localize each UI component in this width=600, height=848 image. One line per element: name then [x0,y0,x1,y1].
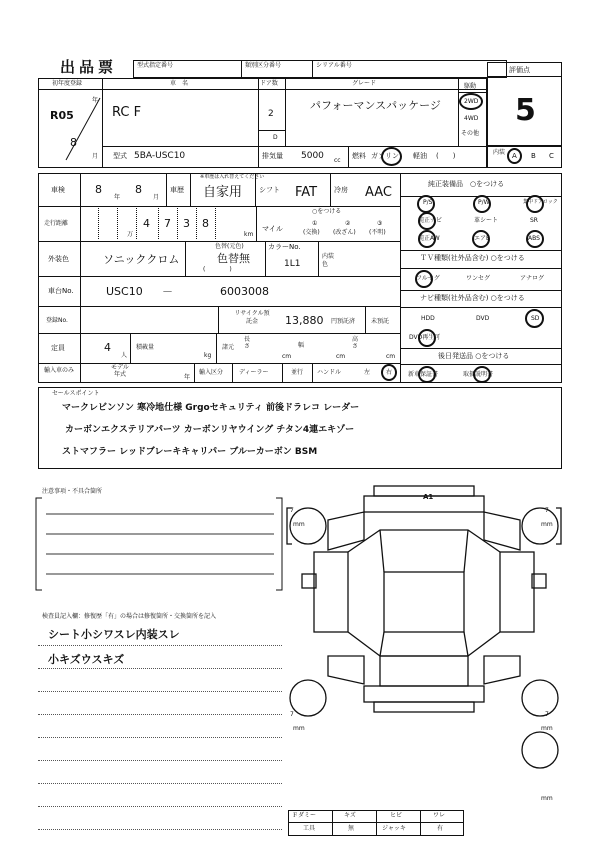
import-dealer: ディーラー [239,369,269,376]
meter-tamper: (改ざん) [333,229,356,236]
color-change-value: 色替無 [217,252,250,265]
inspector-note-2: 小キズウスキズ [48,653,125,666]
year-unit: 年 [92,97,99,104]
first-registration-label: 初年度登録 [52,80,83,87]
height-unit: cm [386,353,396,360]
legend-value-0: 工具 [303,825,316,832]
mileage-digit-4: 7 [164,217,171,230]
registration-era: R05 [50,109,74,122]
load-unit: kg [204,352,212,359]
interior-b: B [531,152,536,160]
fuel-other: ( ) [436,152,456,160]
grade-value: 5 [515,93,536,128]
tire-spare-unit: mm [541,795,553,802]
tire-rr-value: 7 [545,711,549,718]
legend-value-2: ジャッキ [382,825,406,832]
sales-point-line-2: カーボンエクステリアパーツ カーボンリヤウイング チタン4連エキゾー [65,425,355,435]
interior-color-label: 内装色 [322,253,335,268]
legend-header-2: ヒビ [390,812,403,819]
tv-title: ＴＶ種類(社外品含む) ○をつける [420,254,525,262]
handle-right: 右 [386,369,393,376]
capacity-unit: 人 [121,352,128,359]
equip-airbag: エアB [474,235,491,242]
mileage-km-unit: km [244,231,254,238]
recycle-value: 13,880 [285,314,324,327]
shaken-year: 8 [95,183,102,196]
height-label: 高さ [352,336,359,350]
equip-airbag-circle [472,230,490,248]
doors-label: ドア数 [260,80,278,87]
exterior-color-value: ソニッククロム [103,253,180,266]
tire-fr-unit: mm [541,521,553,528]
equip-pw: P/W [478,199,490,206]
mileage-digit-6: 8 [202,217,209,230]
legend-value-1: 無 [348,825,355,832]
shaken-month: 8 [135,183,142,196]
import-parallel: 並行 [291,369,304,376]
tv-fullseg: フルセグ [416,275,440,282]
equip-abs: ABS [528,235,540,242]
equip-abs-circle [526,230,544,248]
shift-label: シフト [259,186,280,194]
fuel-label: 燃料 [352,152,366,160]
chassis-number: 6003008 [220,285,269,298]
car-name-value: RC F [112,105,142,120]
chassis-prefix: USC10 [106,285,143,298]
color-number-label: カラーNo. [268,243,301,251]
equip-pw-circle [473,195,491,213]
document-title: 出品票 [60,58,118,76]
usage-note: ※車歴は入れ替えてください [200,174,265,180]
serial-number-label: シリアル番号 [316,62,352,69]
equip-aw-circle [418,230,436,248]
meter-unknown-no: ③ [377,220,383,227]
month-unit: 月 [92,153,99,160]
tire-fr-value: 7 [545,507,549,514]
grade-name-value: パフォーマンスパッケージ [310,99,441,112]
sales-point-line-3: ストマフラー レッドブレーキキャリパー ブルーカーボン BSM [62,447,318,457]
shift-value: FAT [295,185,318,200]
grade-name-label: グレード [352,80,377,87]
equip-ps: P/S [423,199,433,206]
sales-point-line-1: マークレビンソン 寒冷地仕様 Grgoセキュリティ 前後ドラレコ レーダー [62,403,360,413]
length-label: 長さ [244,336,251,350]
import-only-label: 輸入車のみ [44,367,75,374]
meter-unknown: (不明) [369,229,386,236]
dimensions-label: 諸元 [222,344,235,351]
shaken-year-unit: 年 [114,194,121,201]
tv-analog: アナログ [520,275,545,282]
later-shipping-title: 後日発送品 ○をつける [438,352,510,360]
caution-label: 注意事項・不具合箇所 [42,488,103,495]
later-warranty: 新車保証書 [408,371,439,378]
mileage-label: 走行距離 [44,220,69,227]
mileage-digit-5: 3 [183,217,190,230]
grade-label: 評価点 [509,66,530,74]
color-number-value: 1L1 [284,259,301,269]
interior-label: 内装 [493,149,506,156]
displacement-label: 排気量 [262,152,283,160]
interior-c: C [549,152,554,160]
ac-label: 冷房 [334,186,348,194]
car-damage-diagram [284,480,564,810]
genuine-equipment-title: 純正装備品 ○をつける [428,180,505,188]
meter-circle-instruction: ○をつける [312,208,342,215]
later-manual-circle [473,366,491,383]
legend-header-0: Ｆダミー [292,812,317,819]
equip-navi-circle [418,212,436,230]
meter-swap: (交換) [303,229,320,236]
shaken-month-unit: 月 [153,194,160,201]
capacity-value: 4 [104,341,111,354]
equip-ps-circle [417,195,435,213]
interior-a: A [512,152,517,160]
capacity-label: 定員 [51,344,65,352]
door-d-label: D [273,134,278,141]
navi-dvd: DVD [476,315,490,322]
tire-fl-value: 7 [290,507,294,514]
shaken-label: 車検 [51,186,65,194]
color-original: ( ) [203,266,232,273]
legend-header-1: キズ [344,812,356,819]
meter-swap-no: ① [312,220,318,227]
legend-header-3: ワレ [433,812,446,819]
equip-aw: 純正AW [418,235,440,242]
navi-sd-circle [525,309,544,328]
recycle-label: リサイクル預託金 [234,310,270,325]
chassis-label: 車台No. [48,287,74,295]
navi-sd: SD [531,315,540,322]
car-name-label: 車 名 [170,80,189,87]
fuel-diesel: 軽油 [413,152,427,160]
inspector-note-1: シート小シワスレ内装スレ [48,628,180,641]
tv-fullseg-circle [415,270,433,288]
mile-label: マイル [262,225,283,233]
model-year-label: モデル年式 [111,364,129,378]
handle-right-circle [381,364,397,381]
color-change-label: 色替(元色) [215,243,244,250]
meter-tamper-no: ② [345,220,351,227]
later-warranty-circle [418,366,436,383]
equip-sunroof: SR [530,217,538,224]
drive-4wd: 4WD [464,115,479,122]
dvd-playback: DVD再生可 [409,334,441,341]
equip-central-lock-circle [526,195,544,213]
model-year-unit: 年 [184,374,191,381]
recycle-unit: 円預託済 [331,318,356,325]
fuel-gasoline: ガソリン [371,152,399,160]
usage-value: 自家用 [203,185,243,200]
tv-oneseg: ワンセグ [466,275,491,282]
width-label: 幅 [298,342,305,349]
sales-point-label: セールスポイント [52,390,100,397]
navi-title: ナビ種類(社外品含む) ○をつける [420,294,525,302]
mileage-man-unit: 万 [127,231,134,238]
category-number-label: 類別区分番号 [245,62,282,69]
drive-label: 駆動 [464,83,477,90]
mileage-digit-3: 4 [143,217,150,230]
equip-navi: 純正ナビ [418,217,443,224]
caution-area [34,496,284,592]
mileage-digits [80,206,256,241]
equip-central-lock: 集中ドアロック [523,199,558,205]
displacement-value: 5000 [301,151,324,161]
chassis-dash: － [162,285,173,298]
exterior-color-label: 外装色 [48,255,69,263]
import-category-label: 輸入区分 [199,369,224,376]
equip-leather: 革シート [474,217,499,224]
tire-rl-unit: mm [293,725,305,732]
ac-value: AAC [365,185,392,200]
drive-2wd: 2WD [464,98,479,105]
legend-value-3: 有 [437,825,444,832]
inspector-label: 検査員記入欄：修復歴「有」の場合は修復箇所・交換箇所を記入 [42,613,217,620]
fuel-gasoline-circle [381,147,402,166]
cc-unit: cc [334,157,341,164]
type-label: 型式 [113,152,127,160]
registration-month: 8 [70,136,77,149]
usage-label: 車歴 [170,186,184,194]
handle-left: 左 [364,369,371,376]
navi-hdd: HDD [421,315,435,322]
tire-rr-unit: mm [541,725,553,732]
doors-value: 2 [268,109,274,119]
interior-a-circle [507,148,522,164]
drive-other: その他 [461,130,480,137]
drive-2wd-circle [459,93,483,110]
tire-rl-value: 7 [290,711,294,718]
handle-label: ハンドル [317,369,342,376]
length-unit: cm [282,353,292,360]
registration-number-label: 登録No. [46,317,68,324]
damage-mark-a1: A1 [423,493,434,501]
width-unit: cm [336,353,346,360]
dvd-playback-circle [418,329,436,347]
later-manual: 取扱説明書 [463,371,494,378]
tire-fl-unit: mm [293,521,305,528]
recycle-not-deposited: 未預託 [371,318,390,325]
load-label: 積載量 [136,344,155,351]
type-value: 5BA-USC10 [134,151,186,161]
type-designation-label: 型式指定番号 [137,62,174,69]
